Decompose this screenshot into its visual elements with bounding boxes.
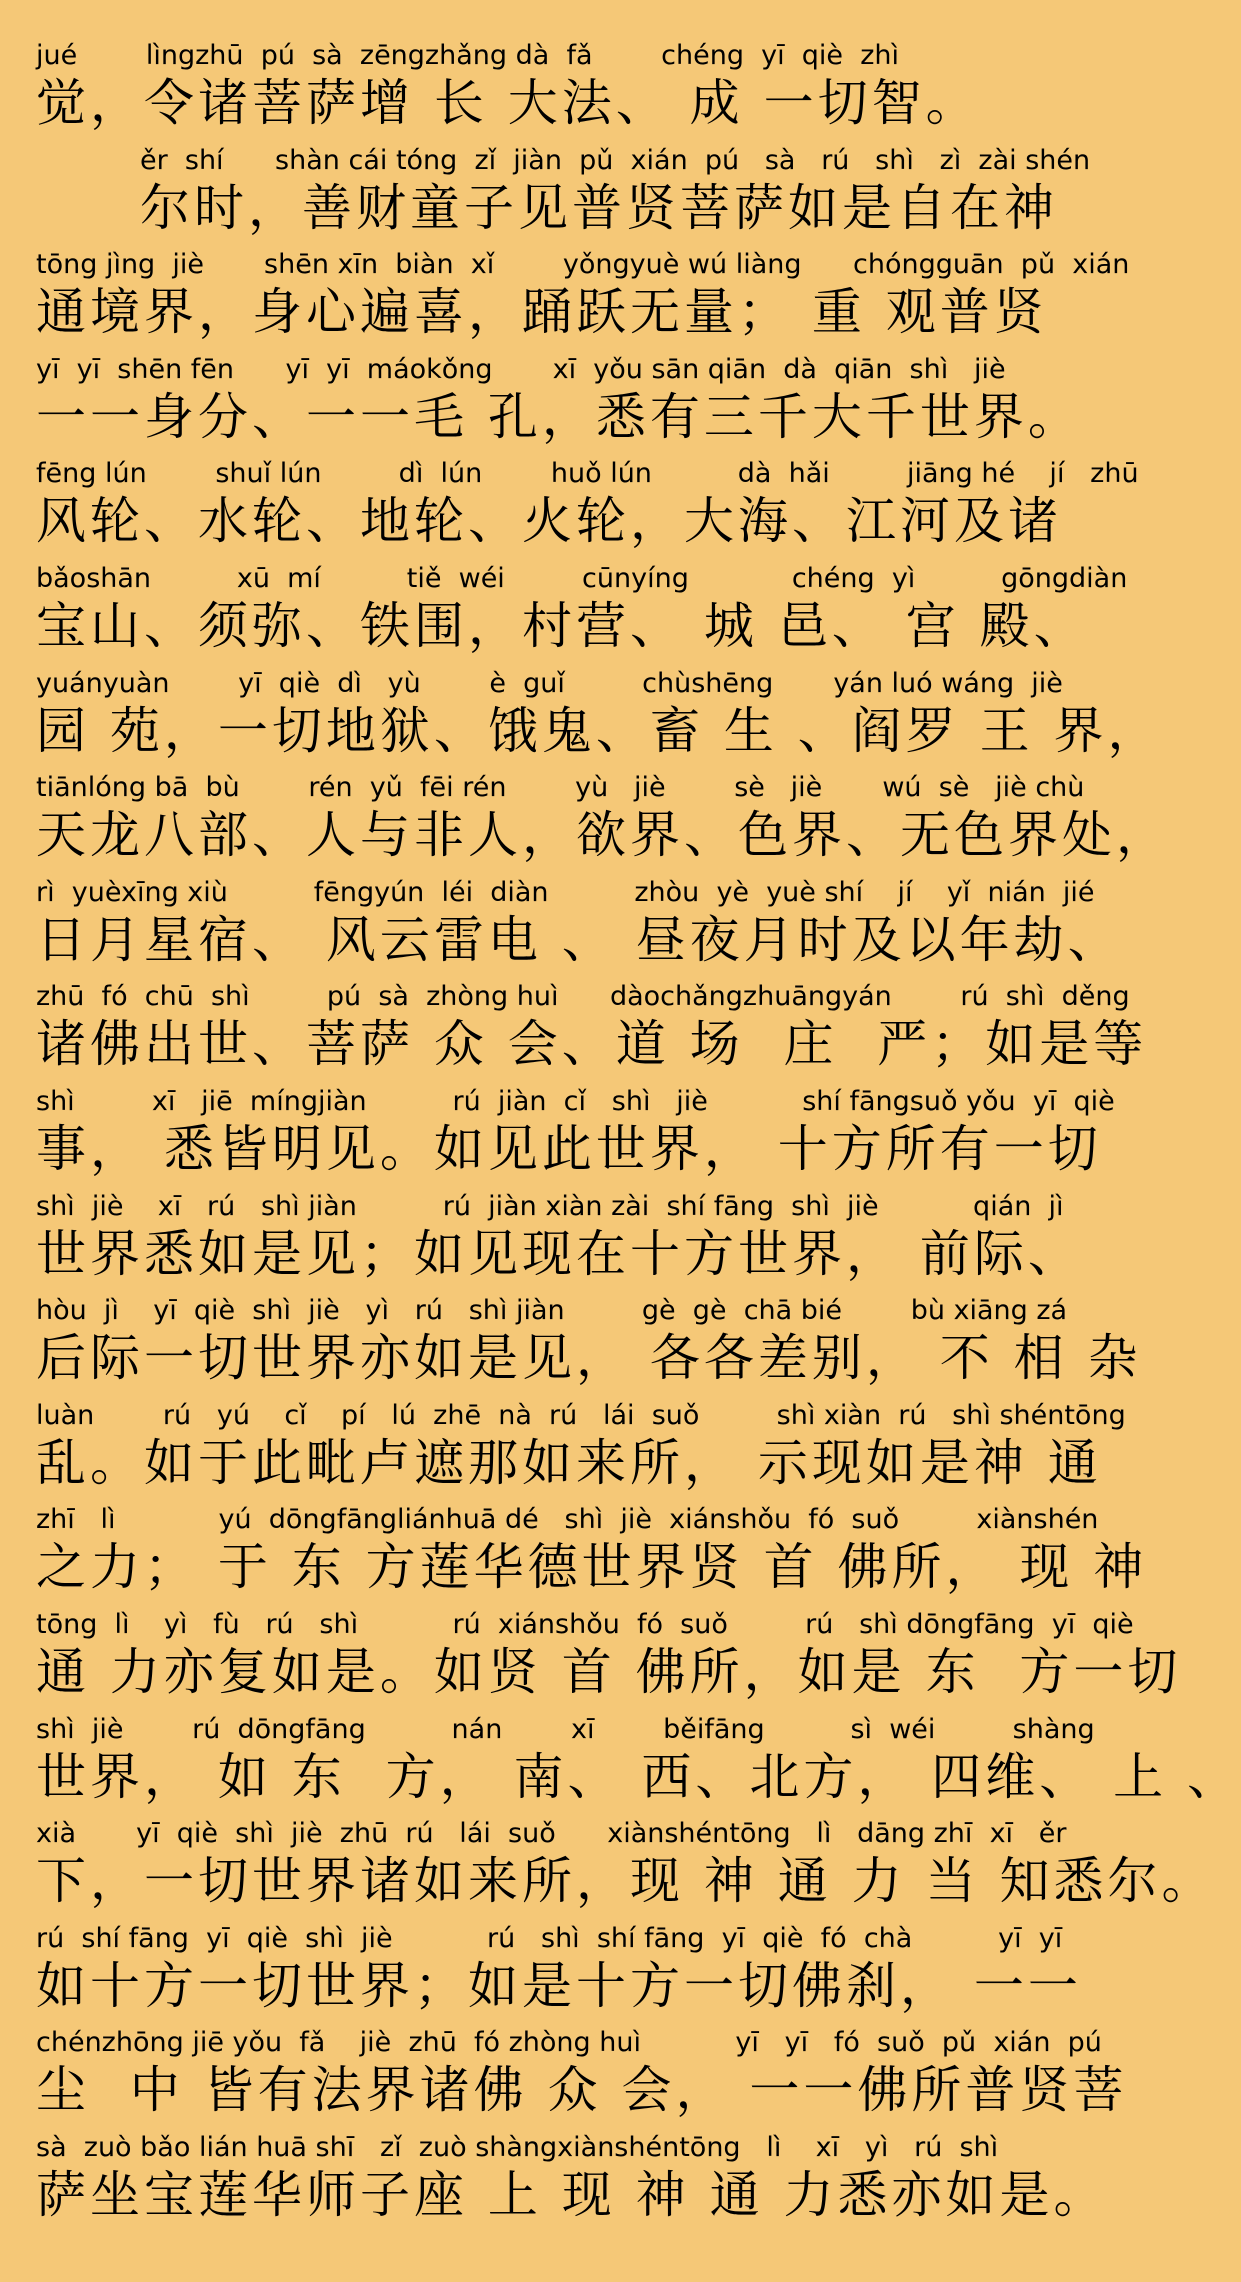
pinyin-annotation: shì xī jiē míngjiàn rú jiàn cǐ shì jiè shí fāngsuǒ yǒu yī qiè xyxy=(36,1085,1115,1117)
pinyin-annotation: luàn rú yú cǐ pí lú zhē nà rú lái suǒ shì xiàn rú shì shéntōng xyxy=(36,1399,1126,1431)
pinyin-annotation: fēng lún shuǐ lún dì lún huǒ lún dà hǎi jiāng hé jí zhū xyxy=(36,458,1139,490)
chinese-text: 天龙八部、人与非人，欲界、色界、无色界处， xyxy=(36,806,1170,865)
text-line xyxy=(36,875,1122,980)
pinyin-annotation: zhī lì yú dōngfāngliánhuā dé shì jiè xiánshǒu fó suǒ xiànshén xyxy=(36,1504,1099,1536)
chinese-text: 之力； 于 东 方莲华德世界贤 首 佛所， 现 神 xyxy=(36,1538,1148,1597)
text-line xyxy=(36,2130,1108,2235)
text-line xyxy=(36,247,1130,352)
chinese-text: 通境界，身心遍喜，踊跃无量； 重 观普贤 xyxy=(36,283,1048,342)
chinese-text: 事， 悉皆明见。如见此世界， 十方所有一切 xyxy=(36,1119,1102,1178)
pinyin-annotation: yuányuàn yī qiè dì yù è guǐ chùshēng yán luó wáng jiè xyxy=(36,667,1063,699)
chinese-text: 后际一切世界亦如是见， 各各差别， 不 相 杂 xyxy=(36,1329,1142,1388)
text-line xyxy=(36,1398,1126,1503)
text-line xyxy=(36,1084,1115,1189)
pinyin-annotation: yī yī shēn fēn yī yī máokǒng xī yǒu sān qiān dà qiān shì jiè xyxy=(36,353,1006,385)
chinese-text: 诸佛出世、菩萨 众 会、道 场 庄 严；如是等 xyxy=(36,1015,1148,1074)
text-line xyxy=(36,1607,1182,1712)
pinyin-annotation: sà zuò bǎo lián huā shī zǐ zuò shàngxiànshéntōng lì xī yì rú shì xyxy=(36,2131,999,2163)
chinese-text: 尔时，善财童子见普贤菩萨如是自在神 xyxy=(140,178,1058,237)
text-line xyxy=(36,352,1082,457)
chinese-text: 宝山、须弥、铁围，村营、 城 邑、 宫 殿、 xyxy=(36,596,1088,655)
chinese-text: 萨坐宝莲华师子座 上 现 神 通 力悉亦如是。 xyxy=(36,2165,1108,2224)
pinyin-annotation: rú shí fāng yī qiè shì jiè rú shì shí fāng yī qiè fó chà yī yī xyxy=(36,1922,1063,1954)
pinyin-annotation: xià yī qiè shì jiè zhū rú lái suǒ xiànshéntōng lì dāng zhī xī ěr xyxy=(36,1818,1067,1850)
pinyin-annotation: tōng jìng jiè shēn xīn biàn xǐ yǒngyuè wú liàng chóngguān pǔ xián xyxy=(36,249,1130,281)
text-line xyxy=(36,143,1091,248)
pinyin-annotation: hòu jì yī qiè shì jiè yì rú shì jiàn gè gè chā bié bù xiāng zá xyxy=(36,1295,1068,1327)
text-line xyxy=(36,1293,1142,1398)
pinyin-annotation: rì yuèxīng xiù fēngyún léi diàn zhòu yè yuè shí jí yǐ nián jié xyxy=(36,876,1095,908)
pinyin-annotation: tiānlóng bā bù rén yǔ fēi rén yù jiè sè jiè wú sè jiè chù xyxy=(36,772,1085,804)
text-line xyxy=(36,38,1050,143)
text-line xyxy=(36,456,1139,561)
chinese-text: 如十方一切世界；如是十方一切佛刹， 一一 xyxy=(36,1956,1082,2015)
pinyin-annotation: jué lìngzhū pú sà zēngzhǎng dà fǎ chéng yī qiè zhì xyxy=(36,40,899,71)
text-line xyxy=(36,2025,1128,2130)
chinese-text: 觉，令诸菩萨增 长 大法、 成 一切智。 xyxy=(36,74,980,132)
chinese-text: 尘 中 皆有法界诸佛 众 会， 一一佛所普贤菩 xyxy=(36,2061,1128,2120)
text-line xyxy=(36,979,1148,1084)
chinese-text: 下，一切世界诸如来所，现 神 通 力 当 知悉尔。 xyxy=(36,1852,1216,1911)
chinese-text: 世界悉如是见；如见现在十方世界， 前际、 xyxy=(36,1224,1082,1283)
chinese-text: 世界， 如 东 方， 南、 西、北方， 四维、 上 、 xyxy=(36,1747,1241,1806)
text-line xyxy=(36,1189,1082,1294)
pinyin-annotation: tōng lì yì fù rú shì rú xiánshǒu fó suǒ rú shì dōngfāng yī qiè xyxy=(36,1608,1134,1640)
pinyin-annotation: bǎoshān xū mí tiě wéi cūnyíng chéng yì gōngdiàn xyxy=(36,562,1128,594)
chinese-text: 风轮、水轮、地轮、火轮，大海、江河及诸 xyxy=(36,492,1062,551)
chinese-text: 乱。如于此毗卢遮那如来所， 示现如是神 通 xyxy=(36,1433,1102,1492)
chinese-text: 园 苑，一切地狱、饿鬼、畜 生 、阎罗 王 界， xyxy=(36,701,1162,760)
chinese-text: 通 力亦复如是。如贤 首 佛所，如是 东 方一切 xyxy=(36,1642,1182,1701)
pinyin-annotation: shì jiè rú dōngfāng nán xī běifāng sì wéi shàng xyxy=(36,1713,1095,1745)
text-line xyxy=(36,1712,1241,1817)
text-line xyxy=(36,770,1170,875)
text-line xyxy=(36,561,1128,666)
text-line xyxy=(36,1816,1216,1921)
pinyin-annotation: chénzhōng jiē yǒu fǎ jiè zhū fó zhòng huì yī yī fó suǒ pǔ xián pú xyxy=(36,2027,1102,2059)
text-line xyxy=(36,1502,1148,1607)
pinyin-annotation: ěr shí shàn cái tóng zǐ jiàn pǔ xián pú sà rú shì zì zài shén xyxy=(140,144,1091,176)
pinyin-annotation: shì jiè xī rú shì jiàn rú jiàn xiàn zài shí fāng shì jiè qián jì xyxy=(36,1190,1064,1222)
chinese-text: 一一身分、一一毛 孔，悉有三千大千世界。 xyxy=(36,387,1082,446)
text-line xyxy=(36,666,1162,771)
text-line xyxy=(36,1921,1082,2026)
chinese-text: 日月星宿、 风云雷电 、 昼夜月时及以年劫、 xyxy=(36,910,1122,969)
pinyin-annotation: zhū fó chū shì pú sà zhòng huì dàochǎngzhuāngyán rú shì děng xyxy=(36,981,1130,1013)
